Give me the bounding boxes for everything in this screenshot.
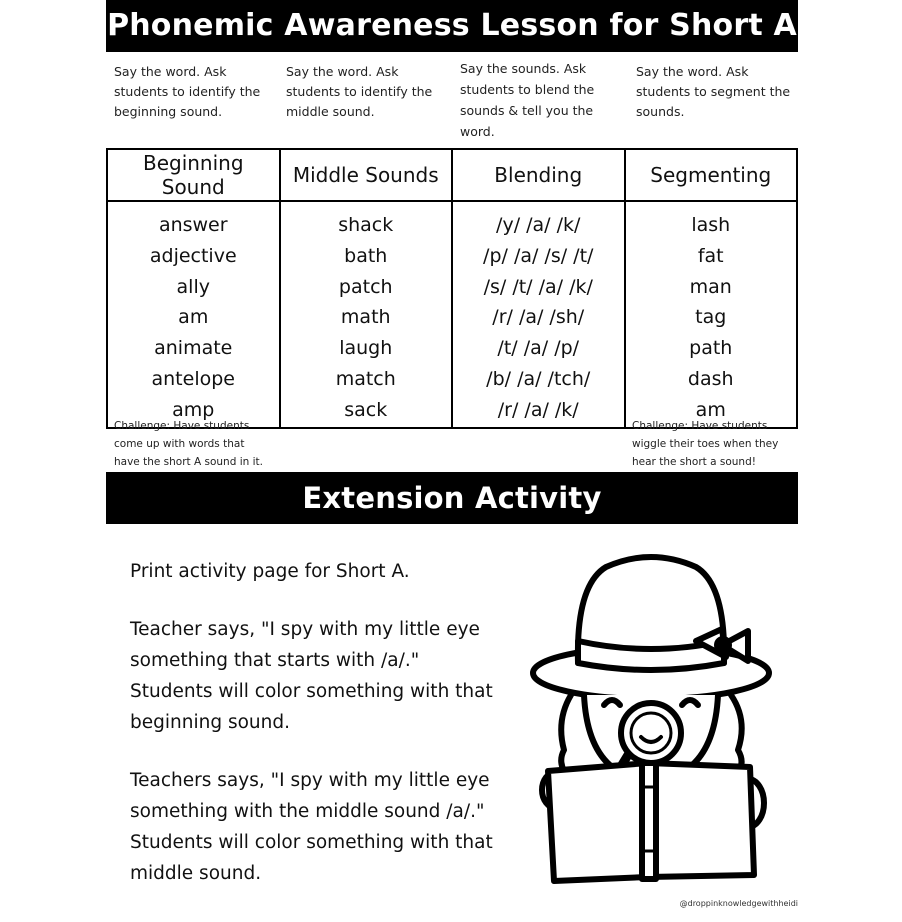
challenge-line: hear the short a sound! bbox=[632, 456, 756, 468]
instruction-blending bbox=[460, 58, 626, 144]
word-item: patch bbox=[338, 275, 393, 298]
word-item: /p/ /a/ /s/ /t/ bbox=[483, 244, 594, 267]
word-item: /b/ /a/ /tch/ bbox=[486, 367, 591, 390]
instruction-line: students to identify the bbox=[114, 84, 261, 99]
word-item: sack bbox=[344, 398, 388, 421]
page-title: Phonemic Awareness Lesson for Short A bbox=[106, 0, 798, 52]
word-item: /t/ /a/ /p/ bbox=[497, 337, 580, 360]
word-item: man bbox=[689, 275, 732, 298]
instruction-line: Say the word. Ask bbox=[286, 64, 399, 79]
instruction-line: students to segment the bbox=[636, 84, 791, 99]
column-header-middle: Middle Sounds bbox=[280, 149, 453, 201]
word-table bbox=[106, 148, 798, 429]
word-item: /r/ /a/ /k/ bbox=[497, 398, 579, 421]
challenge-line: Challenge: Have students bbox=[114, 420, 250, 432]
instruction-line: sounds. bbox=[636, 104, 685, 119]
word-item: tag bbox=[695, 306, 727, 329]
word-item: bath bbox=[344, 244, 388, 267]
word-item: lash bbox=[691, 214, 731, 236]
extension-paragraph: Teacher says, "I spy with my little eye something that starts with /a/." Students will color something with that beginning sound. bbox=[130, 619, 493, 733]
word-item: ally bbox=[176, 275, 210, 298]
blending-list bbox=[452, 201, 625, 428]
instruction-line: middle sound. bbox=[286, 104, 375, 119]
word-item: adjective bbox=[149, 244, 237, 267]
word-item: path bbox=[689, 337, 733, 360]
word-item: dash bbox=[687, 367, 734, 390]
word-item: antelope bbox=[151, 367, 235, 390]
instruction-line: students to blend the bbox=[460, 82, 595, 97]
instruction-line: word. bbox=[460, 124, 495, 139]
instruction-segmenting bbox=[636, 62, 798, 148]
challenge-line: come up with words that bbox=[114, 438, 245, 450]
word-item: shack bbox=[338, 214, 394, 236]
instruction-line: sounds & tell you the bbox=[460, 103, 594, 118]
challenge-line: Challenge: Have students bbox=[632, 420, 768, 432]
instruction-line: Say the sounds. Ask bbox=[460, 61, 587, 76]
word-item: animate bbox=[154, 337, 233, 360]
instruction-beginning bbox=[114, 62, 280, 148]
challenge-line: have the short A sound in it. bbox=[114, 456, 263, 468]
extension-title: Extension Activity bbox=[106, 472, 798, 524]
word-item: answer bbox=[158, 214, 228, 236]
instruction-line: Say the word. Ask bbox=[636, 64, 749, 79]
column-header-segmenting: Segmenting bbox=[625, 149, 798, 201]
word-item: math bbox=[340, 306, 391, 329]
word-item: amp bbox=[172, 398, 215, 421]
column-header-blending: Blending bbox=[452, 149, 625, 201]
extension-paragraph: Print activity page for Short A. bbox=[130, 561, 410, 582]
challenge-line: wiggle their toes when they bbox=[632, 438, 779, 450]
word-item: /s/ /t/ /a/ /k/ bbox=[483, 275, 593, 298]
column-header-beginning: Beginning Sound bbox=[107, 149, 280, 201]
challenge-right bbox=[632, 417, 798, 471]
word-item: fat bbox=[697, 244, 724, 267]
extension-paragraph: Teachers says, "I spy with my little eye something with the middle sound /a/." Students will color something with that middle sound. bbox=[130, 770, 493, 884]
word-item: /r/ /a/ /sh/ bbox=[492, 306, 585, 329]
beginning-sound-list bbox=[107, 201, 280, 428]
challenge-left bbox=[114, 417, 294, 471]
word-item: /y/ /a/ /k/ bbox=[496, 214, 581, 236]
word-item: am bbox=[178, 306, 209, 329]
extension-instructions bbox=[130, 556, 500, 916]
instruction-line: students to identify the bbox=[286, 84, 433, 99]
instruction-line: Say the word. Ask bbox=[114, 64, 227, 79]
credit-text: @droppinknowledgewithheidi bbox=[679, 899, 798, 908]
word-item: am bbox=[695, 398, 726, 421]
instruction-middle bbox=[286, 62, 452, 148]
word-item: laugh bbox=[339, 337, 393, 360]
instruction-line: beginning sound. bbox=[114, 104, 223, 119]
worksheet-page bbox=[106, 0, 798, 922]
segmenting-list bbox=[625, 201, 798, 428]
word-item: match bbox=[335, 367, 396, 390]
detective-child-reading-icon bbox=[516, 545, 786, 885]
middle-sound-list bbox=[280, 201, 453, 428]
